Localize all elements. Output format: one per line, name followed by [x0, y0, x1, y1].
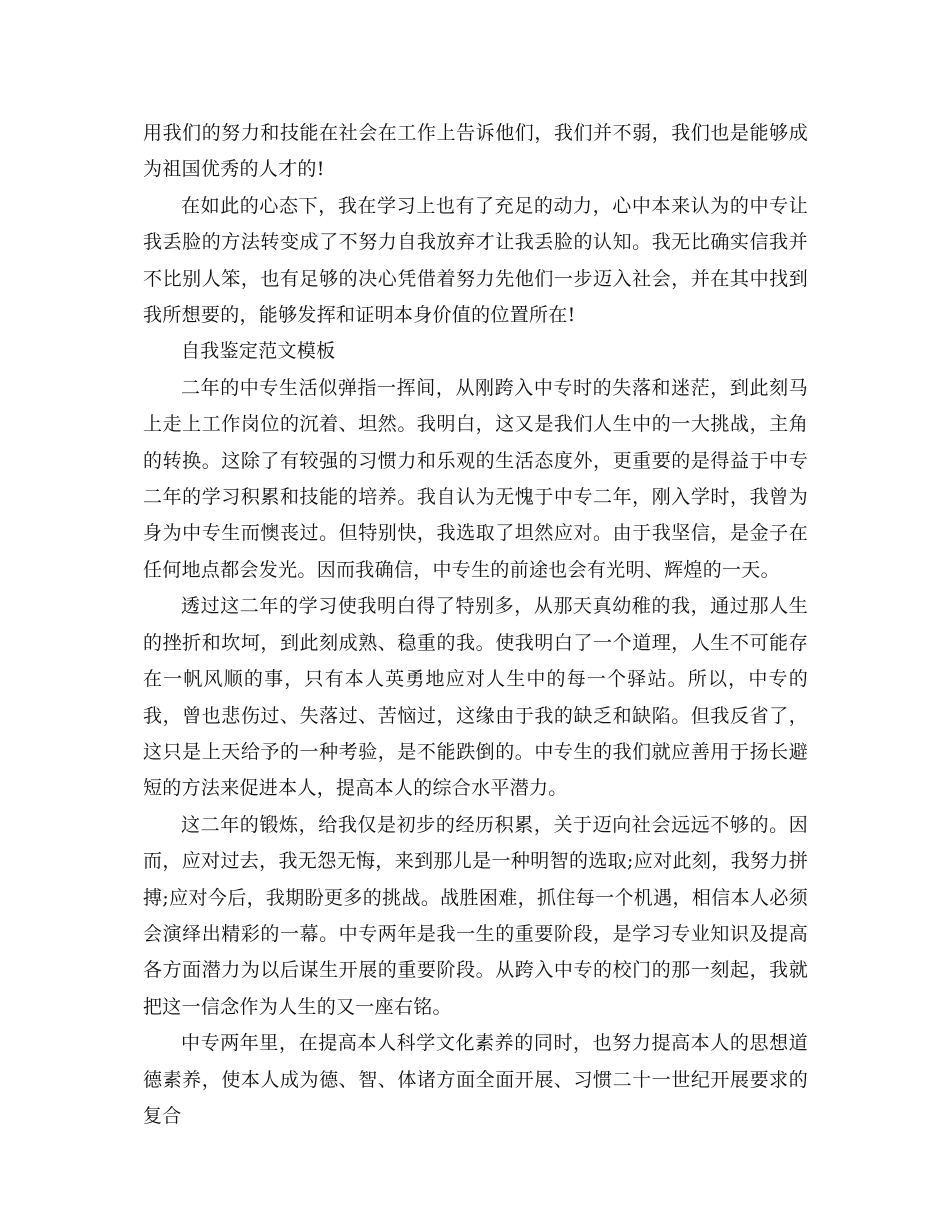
paragraph-6: 中专两年里，在提高本人科学文化素养的同时，也努力提高本人的思想道德素养，使本人成为德、智、体诸方面全面开展、习惯二十一世纪开展要求的复合 — [143, 1032, 808, 1127]
paragraph-5: 这二年的锻炼，给我仅是初步的经历积累，关于迈向社会远远不够的。因而，应对过去，我无怨无悔，来到那儿是一种明智的选取;应对此刻，我努力拼搏;应对今后，我期盼更多的挑战。战胜困难，抓住每一个机遇，相信本人必须会演绎出精彩的一幕。中专两年是我一生的重要阶段，是学习专业知识及提高各方面潜力为以后谋生开展的重要阶段。从跨入中专的校门的那一刻起，我就把这一信念作为人生的又一座右铭。 — [143, 813, 808, 1018]
section-heading: 自我鉴定范文模板 — [181, 340, 336, 363]
paragraph-1: 用我们的努力和技能在社会在工作上告诉他们，我们并不弱，我们也是能够成为祖国优秀的人才的! — [143, 122, 808, 181]
paragraph-2: 在如此的心态下，我在学习上也有了充足的动力，心中本来认为的中专让我丢脸的方法转变成了不努力自我放弃才让我丢脸的认知。我无比确实信我并不比别人笨，也有足够的决心凭借着努力先他们一步迈入社会，并在其中找到我所想要的，能够发挥和证明本身价值的位置所在! — [143, 194, 808, 327]
paragraph-3: 二年的中专生活似弹指一挥间，从刚跨入中专时的失落和迷茫，到此刻马上走上工作岗位的沉着、坦然。我明白，这又是我们人生中的一大挑战，主角的转换。这除了有较强的习惯力和乐观的生活态度外，更重要的是得益于中专二年的学习积累和技能的培养。我自认为无愧于中专二年，刚入学时，我曾为身为中专生而懊丧过。但特别快，我选取了坦然应对。由于我坚信，是金子在任何地点都会发光。因而我确信，中专生的前途也会有光明、辉煌的一天。 — [143, 376, 808, 581]
paragraph-4: 透过这二年的学习使我明白得了特别多，从那天真幼稚的我，通过那人生的挫折和坎坷，到此刻成熟、稳重的我。使我明白了一个道理，人生不可能存在一帆风顺的事，只有本人英勇地应对人生中的每一个驿站。所以，中专的我，曾也悲伤过、失落过、苦恼过，这缘由于我的缺乏和缺陷。但我反省了，这只是上天给予的一种考验，是不能跌倒的。中专生的我们就应善用于扬长避短的方法来促进本人，提高本人的综合水平潜力。 — [143, 595, 808, 800]
document-body — [143, 115, 808, 1134]
